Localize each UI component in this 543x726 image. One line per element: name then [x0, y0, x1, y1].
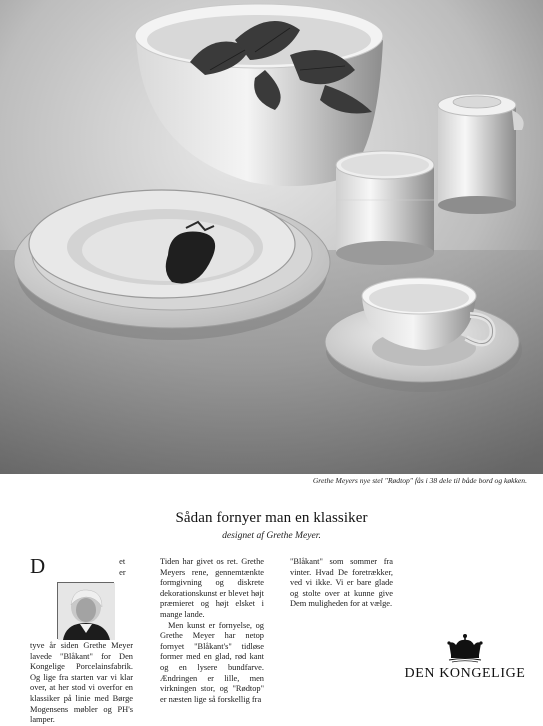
subheadline: designet af Grethe Meyer.: [222, 530, 321, 541]
photo-caption: Grethe Meyers nye stel "Rødtop" fås i 38 dele til både bord og køkken.: [312, 476, 527, 485]
column-2-paragraph-2: Men kunst er fornyelse, og Grethe Meyer har netop fornyet "Blåkant's" tidløse former med en glad, rød kant og en lysere bundfarve. Ændringen er lille, men virkningen stor, og "Rødtop" er næsten lige så forskellig fra: [160, 620, 264, 704]
body-column-3: [290, 557, 393, 610]
portrait-photo: [57, 582, 114, 639]
brand-name: DEN KONGELIGE: [404, 666, 526, 681]
body-column-2: [160, 557, 264, 705]
column-2-paragraph-1: Tiden har givet os ret. Grethe Meyers rene, gennemtænkte formgivning og diskrete dekorationskunst er blevet højt præmieret og højt elsket i mange lande.: [160, 557, 264, 619]
headline: Sådan fornyer man en klassiker: [175, 510, 368, 526]
column-1-text: et er tyve år siden Grethe Meyer lavede "Blåkant" for Den Kongelige Porcelainsfabrik. Og lige fra starten var vi klar over, at her stod vi overfor en klassiker på linie med Børge Mogensens møbler og PH's lamper.: [30, 557, 133, 725]
brand-logo: [404, 633, 526, 682]
crown-icon: [445, 633, 485, 663]
body-column-1: [30, 554, 133, 726]
column-3-text: "Blåkant" som sommer fra vinter. Hvad De foretrækker, ved vi ikke. Vi er bare glade og stolte over at kunne give Dem muligheden for at vælge.: [290, 557, 393, 609]
drop-cap: D: [30, 554, 46, 578]
